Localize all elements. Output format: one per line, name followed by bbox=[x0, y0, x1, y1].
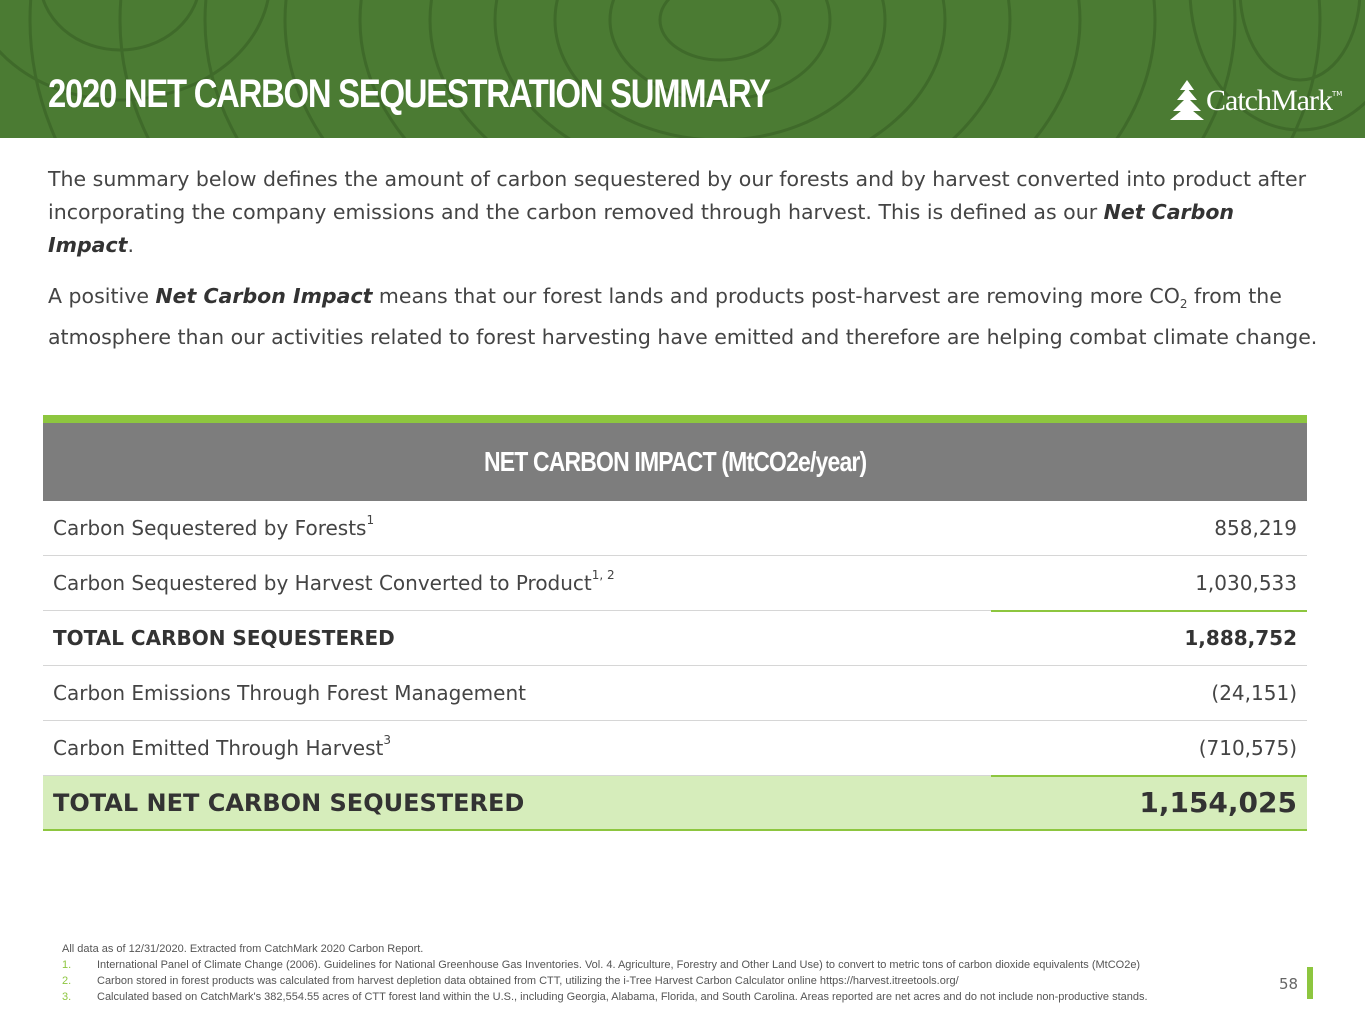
row-label: TOTAL CARBON SEQUESTERED bbox=[53, 626, 395, 650]
row-value: (24,151) bbox=[1211, 681, 1297, 705]
intro-text bbox=[48, 163, 1318, 372]
row-value: (710,575) bbox=[1198, 736, 1297, 760]
table-heading: NET CARBON IMPACT (MtCO2e/year) bbox=[43, 423, 1307, 501]
footnote-intro: All data as of 12/31/2020. Extracted from CatchMark 2020 Carbon Report. bbox=[62, 943, 424, 955]
page-number: 58 bbox=[1279, 975, 1299, 993]
row-label: Carbon Emissions Through Forest Management bbox=[53, 681, 526, 705]
logo-text: CatchMark bbox=[1206, 84, 1332, 117]
table-row-subtotal bbox=[43, 611, 1307, 666]
table-row bbox=[43, 666, 1307, 721]
table-row-total bbox=[43, 776, 1307, 831]
row-label: Carbon Sequestered by Harvest Converted to Product$^{1, 2}$ bbox=[53, 568, 615, 595]
total-value: 1,154,025 bbox=[1139, 786, 1297, 819]
table-row bbox=[43, 501, 1307, 556]
intro-paragraph-2: A positive Net Carbon Impact means that our forest lands and products post-harvest are removing more $CO_2$ from the atmosphere than our activities related to forest harvesting have emitted and therefore are helping combat climate change. bbox=[48, 284, 1318, 350]
page-title: 2020 NET CARBON SEQUESTRATION SUMMARY bbox=[48, 72, 770, 116]
catchmark-logo bbox=[1170, 80, 1342, 122]
tree-logo-icon bbox=[1170, 80, 1204, 122]
row-label: Carbon Sequestered by Forests$^1$ bbox=[53, 513, 375, 540]
net-carbon-table bbox=[43, 415, 1307, 831]
page-number-bar bbox=[1307, 967, 1313, 999]
intro-paragraph-1: The summary below defines the amount of carbon sequestered by our forests and by harvest converted into product after incorporating the company emissions and the carbon removed through harvest. This is defined as our Net Carbon Impact. bbox=[48, 167, 1307, 257]
topo-pattern bbox=[0, 0, 1365, 138]
table-row bbox=[43, 556, 1307, 611]
row-value: 1,030,533 bbox=[1195, 571, 1297, 595]
row-label: Carbon Emitted Through Harvest$^3$ bbox=[53, 733, 392, 760]
footnotes bbox=[62, 941, 1262, 1005]
footnote-item: 2. Carbon stored in forest products was calculated from harvest depletion data obtained from CTT, utilizing the i-Tree Harvest Carbon Calculator online https://harvest.itreetools.org/ bbox=[62, 975, 959, 987]
footnote-item: 3. Calculated based on CatchMark's 382,554.55 acres of CTT forest land within the U.S., including Georgia, Alabama, Florida, and South Carolina. Areas reported are net acres and do not include non-productive stands. bbox=[62, 991, 1148, 1003]
footnote-item: 1. International Panel of Climate Change (2006). Guidelines for National Greenhouse Gas Inventories. Vol. 4. Agriculture, Forestry and Other Land Use) to convert to metric tons of carbon dioxide equivalents (MtCO2e) bbox=[62, 959, 1141, 971]
table-accent-bar bbox=[43, 415, 1307, 423]
page-header bbox=[0, 0, 1365, 138]
total-label: TOTAL NET CARBON SEQUESTERED bbox=[53, 788, 525, 817]
table-row bbox=[43, 721, 1307, 776]
row-value: 1,888,752 bbox=[1184, 626, 1297, 650]
logo-trademark: TM bbox=[1331, 90, 1343, 98]
row-value: 858,219 bbox=[1214, 516, 1297, 540]
